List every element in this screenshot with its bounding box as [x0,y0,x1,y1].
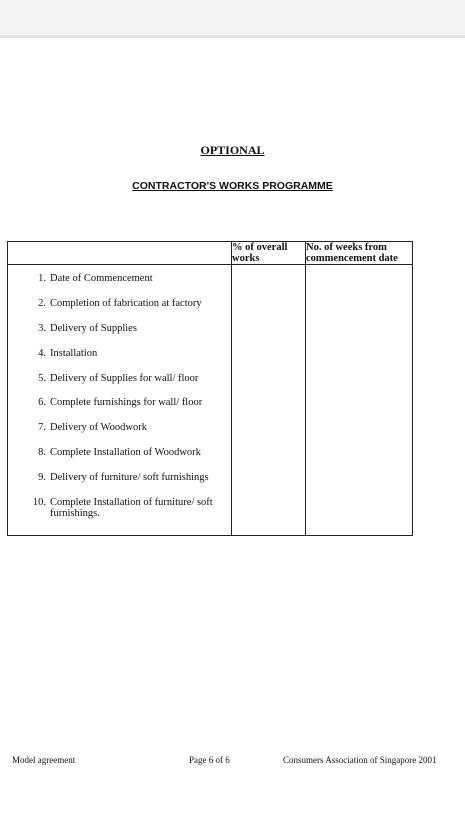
item-number: 7. [38,422,46,434]
items-cell [8,265,232,536]
item-text: Installation [50,347,98,359]
items-header [8,242,232,265]
footer-page-number: Page 6 of 6 [189,755,230,765]
percent-header-line-2: works [232,253,260,264]
percent-header-line-1: % of overall [232,242,288,253]
item-number: 8. [38,447,46,459]
item-text: Complete Installation of furniture/ soft furnishings. [50,497,213,520]
table-body-row [8,265,413,536]
item-text: Complete Installation of Woodwork [50,447,201,459]
list-item [20,323,227,348]
item-text: Delivery of furniture/ soft furnishings [50,472,209,484]
list-item [20,397,227,422]
list-item [20,298,227,323]
item-number: 1. [38,273,46,284]
weeks-header-line-2: commencement date [306,253,398,264]
optional-heading: OPTIONAL [200,143,265,157]
viewer-toolbar [0,0,465,38]
table-header-row [8,242,413,265]
weeks-header-line-1: No. of weeks from [306,242,387,253]
weeks-from-commencement-cell [306,265,413,536]
works-item-list [8,265,231,535]
item-text: Date of Commencement [50,273,153,284]
list-item [20,273,227,298]
item-text: Complete furnishings for wall/ floor [50,397,203,409]
percent-overall-works-header [232,242,306,265]
item-number: 3. [38,322,46,334]
footer-copyright: Consumers Association of Singapore 2001 [283,755,437,765]
list-item [20,373,227,398]
item-number: 9. [38,472,46,484]
item-text: Delivery of Supplies for wall/ floor [50,372,199,384]
weeks-from-commencement-header [306,242,413,265]
item-number: 5. [38,372,46,384]
list-item [20,422,227,447]
item-number: 6. [38,397,46,409]
list-item [20,348,227,373]
works-programme-title: CONTRACTOR'S WORKS PROGRAMME [132,180,333,192]
footer-document-name: Model agreement [12,755,76,765]
item-text: Completion of fabrication at factory [50,297,202,309]
list-item [20,472,227,497]
item-number: 4. [38,347,46,359]
item-number: 2. [38,297,46,309]
list-item [20,447,227,472]
item-number: 10. [32,497,46,509]
percent-overall-works-cell [232,265,306,536]
item-text: Delivery of Supplies [50,322,137,334]
item-text: Delivery of Woodwork [50,422,147,434]
works-programme-table [7,241,413,536]
list-item [20,497,227,527]
